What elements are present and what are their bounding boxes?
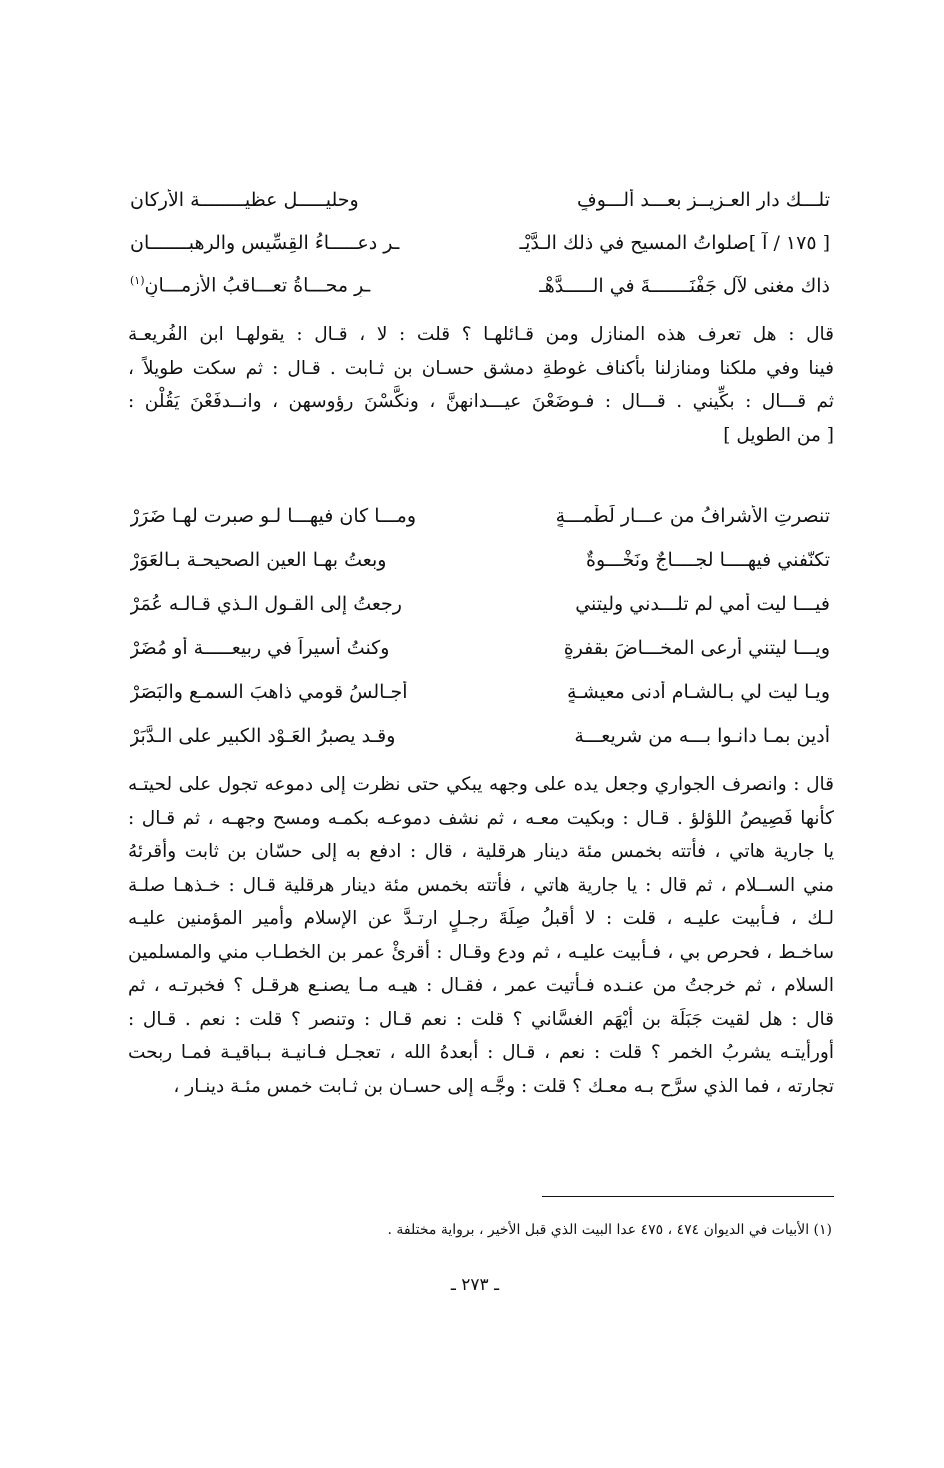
prose-line: قال : هل تعرف هذه المنازل ومن قـائلهـا ؟ قلت : لا ، قـال : يقولهـا ابن الفُريعـة bbox=[128, 324, 834, 345]
verse-second-hemistich: وقـد يصبرُ العَـوْد الكبير على الـدَّبَرْ bbox=[130, 725, 396, 747]
verse-second-hemistich: أجـالسُ قومي ذاهبَ السمـع والبَصَرْ bbox=[130, 681, 408, 703]
verse-line bbox=[130, 264, 830, 307]
verse-line bbox=[130, 494, 830, 538]
verse-second-hemistich-text: ـرِ محـــاةُ تعـــاقبُ الأزمـــانِ bbox=[144, 274, 371, 297]
prose-line: ثم قـــال : بكِّيني . قـــال : فـوضَعْنَ عيـــدانهنَّ ، ونكَّسْنَ رؤوسهن ، وانــدفَعْنَ يَقُلْن : bbox=[128, 391, 834, 412]
verse-first-hemistich: [ ١٧٥ / آ ]صلواتُ المسيح في ذلك الـدَّيْـ bbox=[519, 231, 830, 254]
verse-first-hemistich: تلـــك دار العـزيــزِ بعـــد ألـــوفٍ bbox=[577, 188, 830, 211]
verse-first-hemistich: ويـا ليت لي بـالشـام أدنى معيشـةٍ bbox=[567, 681, 830, 703]
verse-line bbox=[130, 538, 830, 582]
verse-first-hemistich: ذاك مغنى لآل جَفْنَـــــــةَ في الـــــدَّهْـ bbox=[539, 274, 830, 297]
prose-line: أورأيتـه يشربُ الخمر ؟ قلت : نعم ، قـال : أبعدهُ الله ، تعجـل فـانيـة بـباقيـة فمـا ربحت bbox=[128, 1042, 834, 1063]
verse-line bbox=[130, 582, 830, 626]
verse-line bbox=[130, 626, 830, 670]
verse-second-hemistich: ومـــا كان فيهـــا لـو صبرت لهـا ضَرَرْ bbox=[130, 505, 417, 527]
prose-line: كأنها فَصِيصُ اللؤلؤ . قـال : وبكيت معـه ، ثم نشف دموعـه بكمـه ومسح وجهـه ، ثم قـال : bbox=[128, 807, 834, 829]
paragraph bbox=[128, 318, 834, 452]
footnote: (١) الأبيات في الديوان ٤٧٤ ، ٤٧٥ عدا البيت الذي قبل الأخير ، برواية مختلفة . bbox=[387, 1222, 832, 1238]
verse-first-hemistich: تنصرتِ الأشرافُ من عـــارِ لَطْمـــةٍ bbox=[555, 505, 830, 527]
prose-line: يا جارية هاتي ، فأتته بخمس مئة دينار هرقلية ، قال : ادفع به إلى حسّان بن ثابت وأقرئهُ bbox=[128, 841, 834, 862]
meter-label: [ من الطويل ] bbox=[723, 424, 834, 446]
verse-second-hemistich: وكنتُ أسيراً في ربيعـــــة أو مُضَرْ bbox=[130, 637, 390, 659]
prose-paragraph-second bbox=[128, 768, 834, 1103]
prose-line: ساخـط ، فحرص بي ، فـأبيت عليـه ، ثم ودع وقـال : أقرئْ عمر بن الخطـاب مني والمسلمين bbox=[128, 941, 834, 963]
verse-second-hemistich: رجعتُ إلى القـول الـذي قـالـه عُمَرْ bbox=[130, 593, 402, 615]
poem-second bbox=[130, 494, 830, 758]
verse-second-hemistich: ـرِ دعـــــاءُ القِسِّيسِ والرهبـــــــان bbox=[130, 231, 400, 254]
verse-second-hemistich: وحليـــــل عظيــــــــة الأركان bbox=[130, 188, 359, 211]
poem-first bbox=[130, 178, 830, 307]
verse-second-hemistich bbox=[130, 274, 470, 296]
verse-first-hemistich: ويـــا ليتني أرعى المخـــاضَ بقفرةٍ bbox=[563, 637, 830, 659]
prose-line: تجارته ، فما الذي سرَّح بـه معـك ؟ قلت : وجَّـه إلى حسـان بن ثـابت خمس مئـة دينـار ، bbox=[173, 1075, 834, 1097]
prose-line: السلام ، ثم خرجتُ من عنـده فـأتيت عمر ، فقـال : هيـه مـا يصنـع هرقـل ؟ فخبرتـه ، ثم bbox=[128, 975, 834, 996]
verse-line bbox=[130, 178, 830, 221]
prose-line: قال : وانصرف الجواري وجعل يده على وجهه يبكي حتى نظرت إلى دموعه تجول على لحيتـه bbox=[128, 774, 834, 795]
paragraph bbox=[128, 768, 834, 1103]
verse-line bbox=[130, 221, 830, 264]
prose-line: فينا وفي ملكنا ومنازلنا بأكناف غوطةِ دمشق حسـان بن ثـابت . قـال : ثم سكت طويلاً ، bbox=[128, 357, 834, 379]
footnote-divider bbox=[542, 1196, 834, 1197]
prose-line: لـك ، فـأبيت عليـه ، قلت : لا أقبلُ صِلَةَ رجـلٍ ارتـدَّ عن الإسلام وأمير المؤمنين عليـه bbox=[128, 908, 834, 929]
verse-second-hemistich: وبعتُ بهـا العين الصحيحـة بـالعَوَرْ bbox=[130, 549, 387, 571]
footnote-marker: (١) bbox=[130, 274, 145, 288]
prose-paragraph-first bbox=[128, 318, 834, 452]
verse-first-hemistich: فيـــا ليت أمي لم تلـــدني وليتني bbox=[575, 593, 830, 615]
verse-first-hemistich: أدين بمـا دانـوا بـــه من شريعـــة bbox=[574, 725, 830, 747]
verse-line bbox=[130, 670, 830, 714]
verse-first-hemistich: تكنّفني فيهــــا لجــــاجٌ ونَخْـــوةٌ bbox=[585, 549, 830, 571]
prose-line: مني الســلام ، ثم قال : يا جارية هاتي ، فأتته بخمس مئة دينار هرقلية قـال : خـذهـا صلـة bbox=[128, 874, 834, 896]
page-number: ـ ٢٧٣ ـ bbox=[450, 1275, 500, 1295]
prose-line: قال : هل لقيت جَبَلَة بن أيْهَم الغسَّاني ؟ قلت : نعم قـال : وتنصر ؟ قلت : نعم . قـال : bbox=[128, 1008, 834, 1030]
verse-line bbox=[130, 714, 830, 758]
